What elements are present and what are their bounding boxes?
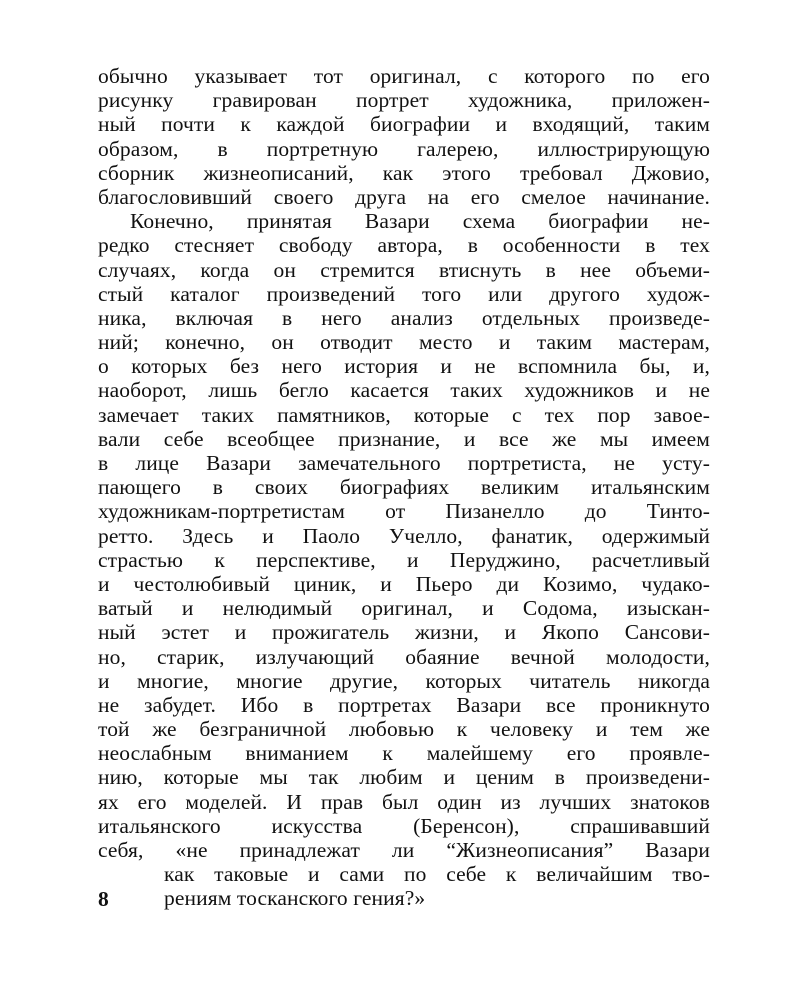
text-line: той же безграничной любовью к человеку и тем же xyxy=(98,717,710,742)
text-line: образом, в портретную галерею, иллюстрирующую xyxy=(98,136,710,161)
page-number: 8 xyxy=(98,887,109,911)
text-line: в лице Вазари замечательного портретиста, не усту- xyxy=(98,451,710,475)
text-line: наоборот, лишь бегло касается таких художников и не xyxy=(98,378,710,403)
text-line: о которых без него история и не вспомнила бы, и, xyxy=(98,354,710,379)
text-line: ватый и нелюдимый оригинал, и Содома, изыскан- xyxy=(98,596,710,621)
text-line: ный эстет и прожигатель жизни, и Якопо Сансови- xyxy=(98,620,710,645)
text-line: как таковые и сами по себе к величайшим тво- xyxy=(164,862,710,887)
text-line: пающего в своих биографиях великим итальянским xyxy=(98,475,710,500)
text-line: ный почти к каждой биографии и входящий, таким xyxy=(98,112,710,137)
text-line: Конечно, принятая Вазари схема биографии не- xyxy=(130,209,710,234)
text-line: ника, включая в него анализ отдельных произведе- xyxy=(98,305,710,330)
text-line: рениям тосканского гения?» xyxy=(164,886,426,911)
text-line: вали себе всеобщее признание, и все же мы имеем xyxy=(98,426,710,451)
text-line: стый каталог произведений того или другого худож- xyxy=(98,281,710,306)
text-line: ретто. Здесь и Паоло Учелло, фанатик, одержимый xyxy=(98,523,710,548)
text-line: ний; конечно, он отводит место и таким мастерам, xyxy=(98,330,710,355)
text-line: страстью к перспективе, и Перуджино, расчетливый xyxy=(98,547,710,572)
text-line: рисунку гравирован портрет художника, приложен- xyxy=(98,88,710,113)
text-line: сборник жизнеописаний, как этого требовал Джовио, xyxy=(98,160,710,185)
text-line: но, старик, излучающий обаяние вечной молодости, xyxy=(98,644,710,669)
body-text xyxy=(98,64,710,911)
text-line: ях его моделей. И прав был один из лучших знатоков xyxy=(98,789,710,814)
text-line: замечает таких памятников, которые с тех пор завое- xyxy=(98,402,710,427)
text-line: обычно указывает тот оригинал, с которого по его xyxy=(98,64,710,88)
text-line: художникам-портретистам от Пизанелло до Тинто- xyxy=(98,499,710,524)
text-line: себя, «не принадлежат ли “Жизнеописания” Вазари xyxy=(98,838,710,862)
page-footer xyxy=(98,886,710,912)
text-line: и честолюбивый циник, и Пьеро ди Козимо, чудако- xyxy=(98,571,710,596)
text-line: нию, которые мы так любим и ценим в произведени- xyxy=(98,765,710,790)
text-line: неослабным вниманием к малейшему его проявле- xyxy=(98,741,710,766)
text-line: редко стесняет свободу автора, в особенности в тех xyxy=(98,233,710,258)
text-line: случаях, когда он стремится втиснуть в нее объеми- xyxy=(98,257,710,282)
text-line: благословивший своего друга на его смелое начинание. xyxy=(98,184,710,209)
text-line: и многие, многие другие, которых читатель никогда xyxy=(98,668,710,693)
text-line: не забудет. Ибо в портретах Вазари все проникнуто xyxy=(98,692,710,717)
text-line: итальянского искусства (Беренсон), спрашивавший xyxy=(98,813,710,838)
